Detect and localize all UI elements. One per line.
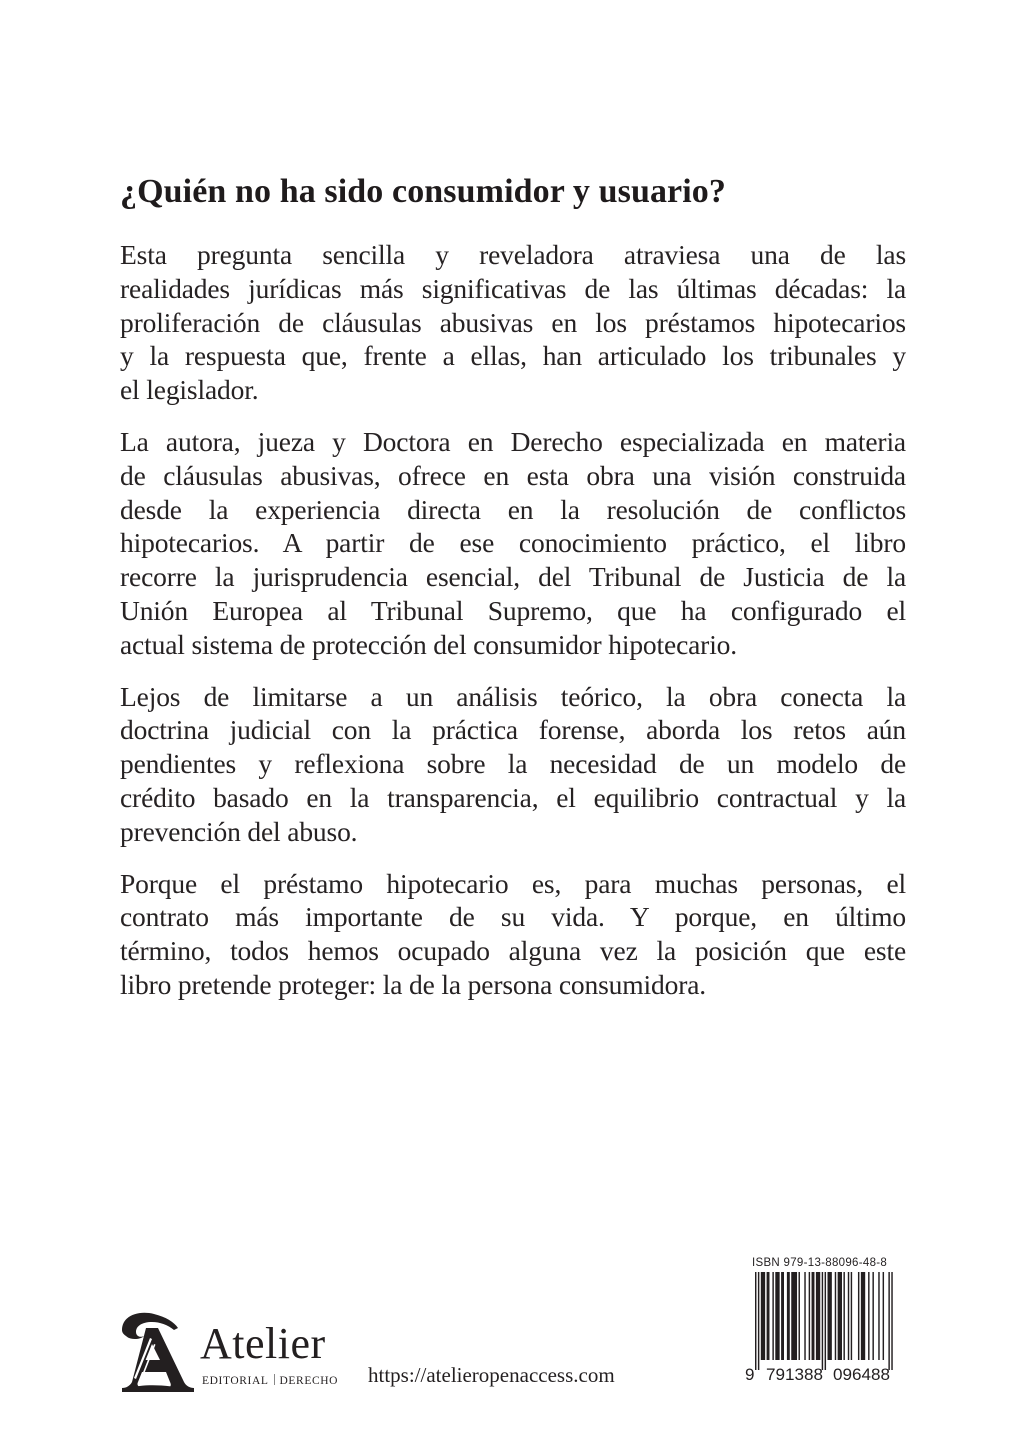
blurb-paragraph-1 [120, 238, 906, 407]
barcode-bar [787, 1272, 790, 1360]
barcode-bar [843, 1272, 844, 1360]
text-line: Unión Europea al Tribunal Supremo, que ha configurado el [120, 594, 906, 626]
barcode-right-digits: 096488 [833, 1365, 890, 1384]
publisher-tagline [202, 1374, 338, 1388]
text-line: proliferación de cláusulas abusivas en los préstamos hipotecarios [120, 306, 906, 338]
text-line: Lejos de limitarse a un análisis teórico, la obra conecta la [120, 680, 906, 712]
text-line: Esta pregunta sencilla y reveladora atraviesa una de las [120, 239, 906, 270]
barcode-bars [755, 1272, 893, 1370]
publisher-name: Atelier [200, 1319, 326, 1368]
barcode-bar [809, 1272, 810, 1360]
barcode-bar [851, 1272, 852, 1360]
text-line: libro pretende proteger: la de la persona consumidora. [120, 968, 706, 1000]
text-line: el legislador. [120, 374, 259, 406]
blurb-paragraph-4 [120, 867, 906, 1002]
text-line: pendientes y reflexiona sobre la necesidad de un modelo de [120, 748, 906, 780]
barcode-bar [799, 1272, 800, 1360]
text-line: realidades jurídicas más significativas de las últimas décadas: la [120, 272, 906, 304]
blurb-text [120, 238, 906, 1020]
text-line: término, todos hemos ocupado alguna vez la posición que este [120, 935, 906, 967]
text-line: de cláusulas abusivas, ofrece en esta obra una visión construida [120, 459, 906, 491]
text-line: crédito basado en la transparencia, el equilibrio contractual y la [120, 781, 906, 813]
barcode-bar [761, 1272, 765, 1360]
barcode-bar [883, 1272, 884, 1360]
barcode-bar [868, 1272, 869, 1360]
barcode-bar [858, 1272, 859, 1360]
barcode-bar [848, 1272, 849, 1360]
text-line: doctrina judicial con la práctica forense, aborda los retos aún [120, 714, 906, 746]
publisher-tagline-right: DERECHO [279, 1375, 339, 1387]
barcode-guard-bar [888, 1272, 889, 1370]
publisher-tagline-left: EDITORIAL [202, 1375, 269, 1387]
isbn-barcode-block [742, 1254, 902, 1384]
text-line: contrato más importante de su vida. Y porque, en último [120, 901, 906, 933]
barcode-bar [791, 1272, 797, 1360]
barcode-guard-bar [891, 1272, 892, 1370]
barcode-bar [838, 1272, 842, 1360]
barcode-bar [861, 1272, 865, 1360]
tagline-divider [274, 1374, 275, 1385]
text-line: y la respuesta que, frente a ellas, han articulado los tribunales y [120, 340, 906, 372]
text-line: La autora, jueza y Doctora en Derecho especializada en materia [120, 425, 906, 457]
text-line: recorre la jurisprudencia esencial, del Tribunal de Justicia de la [120, 561, 906, 593]
text-line: prevención del abuso. [120, 815, 358, 847]
isbn-label: ISBN 979-13-88096-48-8 [752, 1257, 888, 1269]
barcode-bar [872, 1272, 873, 1360]
barcode-guard-bar [758, 1272, 759, 1370]
text-line: desde la experiencia directa en la resolución de conflictos [120, 493, 906, 525]
blurb-paragraph-2 [120, 425, 906, 662]
barcode-bar [775, 1272, 779, 1360]
barcode-bar [772, 1272, 773, 1360]
barcode-bar [767, 1272, 770, 1360]
ean13-barcode [742, 1272, 902, 1384]
back-cover-title: ¿Quién no ha sido consumidor y usuario? [120, 173, 726, 210]
barcode-left-digits: 791388 [766, 1365, 823, 1384]
barcode-guard-bar [755, 1272, 756, 1370]
barcode-guard-bar [825, 1272, 826, 1370]
text-line: hipotecarios. A partir de ese conocimiento práctico, el libro [120, 527, 906, 559]
barcode-bar [781, 1272, 784, 1360]
barcode-first-digit: 9 [745, 1365, 755, 1384]
barcode-bar [878, 1272, 879, 1360]
barcode-bar [804, 1272, 805, 1360]
text-line: Porque el préstamo hipotecario es, para muchas personas, el [120, 867, 906, 899]
blurb-paragraph-3 [120, 680, 906, 849]
atelier-a-logo-icon [114, 1308, 194, 1392]
barcode-guard-bar [822, 1272, 823, 1370]
barcode-bar [828, 1272, 832, 1360]
barcode-bar [835, 1272, 836, 1360]
barcode-bar [816, 1272, 820, 1360]
barcode-bar [812, 1272, 815, 1360]
text-line: actual sistema de protección del consumidor hipotecario. [120, 628, 738, 660]
publisher-url-link[interactable]: https://atelieropenaccess.com [368, 1363, 615, 1387]
